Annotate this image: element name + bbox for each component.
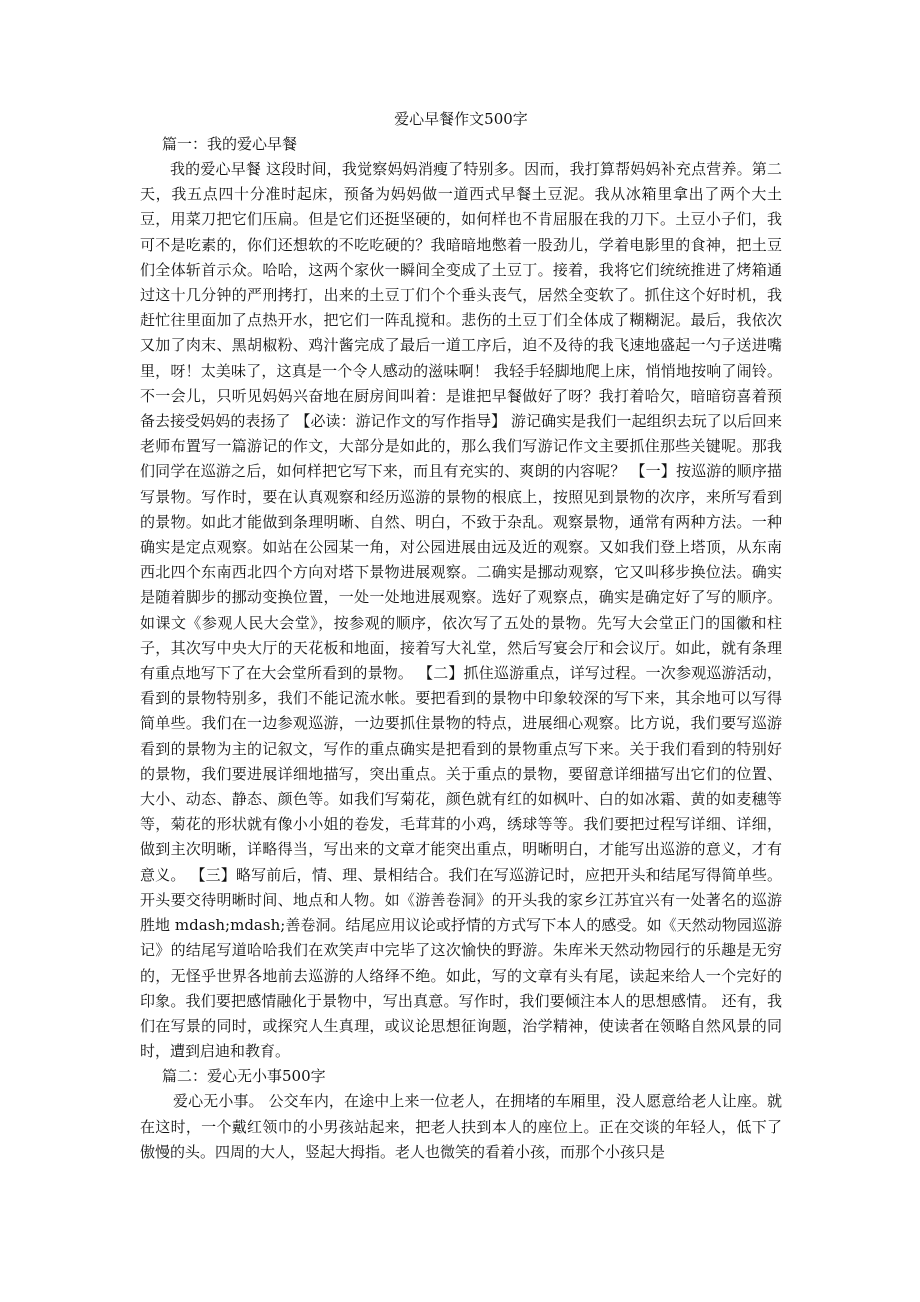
document-title: 爱心早餐作文500字 xyxy=(394,110,528,128)
section-one-heading: 篇一：我的爱心早餐 xyxy=(162,135,298,153)
section-one xyxy=(140,132,782,1064)
document-page xyxy=(140,109,782,1165)
section-one-paragraph: 我的爱心早餐 这段时间，我觉察妈妈消瘦了特别多。因而，我打算帮妈妈补充点营养。第二天，我五点四十分准时起床，预备为妈妈做一道西式早餐土豆泥。我从冰箱里拿出了两个大土豆，用菜刀把它们压扁。但是它们还挺坚硬的，如何样也不肯屈服在我的刀下。土豆小子们，我可不是吃素的，你们还想软的不吃吃硬的？我暗暗地憋着一股劲儿，学着电影里的食神，把土豆们全体斩首示众。哈哈，这两个家伙一瞬间全变成了土豆丁。接着，我将它们统统推进了烤箱通过这十几分钟的严刑拷打，出来的土豆丁们个个垂头丧气，居然全变软了。抓住这个好时机，我赶忙往里面加了点热开水，把它们一阵乱搅和。悲伤的土豆丁们全体成了糊糊泥。最后，我依次又加了肉末、黑胡椒粉、鸡汁酱完成了最后一道工序后，迫不及待的我飞速地盛起一勺子送进嘴里，呀！太美味了，这真是一个令人感动的滋味啊！ 我轻手轻脚地爬上床，悄悄地按响了闹铃。不一会儿，只听见妈妈兴奋地在厨房间叫着：是谁把早餐做好了呀？我打着哈欠，暗暗窃喜着预备去接受妈妈的表扬了 【必读：游记作文的写作指导】 游记确实是我们一起组织去玩了以后回来老师布置写一篇游记的作文，大部分是如此的，那么我们写游记作文主要抓住那些关键呢。那我们同学在巡游之后，如何样把它写下来，而且有充实的、爽朗的内容呢？ 【一】按巡游的顺序描写景物。写作时，要在认真观察和经历巡游的景物的根底上，按照见到景物的次序，来所写看到的景物。如此才能做到条理明晰、自然、明白，不致于杂乱。观察景物，通常有两种方法。一种确实是定点观察。如站在公园某一角，对公园进展由远及近的观察。又如我们登上塔顶，从东南西北四个东南西北四个方向对塔下景物进展观察。二确实是挪动观察，它又叫移步换位法。确实是随着脚步的挪动变换位置，一处一处地进展观察。选好了观察点，确实是确定好了写的顺序。如课文《参观人民大会堂》，按参观的顺序，依次写了五处的景物。先写大会堂正门的国徽和柱子，其次写中央大厅的天花板和地面，接着写大礼堂，然后写宴会厅和会议厅。如此，就有条理有重点地写下了在大会堂所看到的景物。 【二】抓住巡游重点，详写过程。一次参观巡游活动，看到的景物特别多，我们不能记流水帐。要把看到的景物中印象较深的写下来，其余地可以写得简单些。我们在一边参观巡游，一边要抓住景物的特点，进展细心观察。比方说，我们要写巡游看到的景物为主的记叙文，写作的重点确实是把看到的景物重点写下来。关于我们看到的特别好的景物，我们要进展详细地描写，突出重点。关于重点的景物，要留意详细描写出它们的位置、大小、动态、静态、颜色等。如我们写菊花，颜色就有红的如枫叶、白的如冰霜、黄的如麦穗等等，菊花的形状就有像小小姐的卷发，毛茸茸的小鸡，绣球等等。我们要把过程写详细、详细，做到主次明晰，详略得当，写出来的文章才能突出重点，明晰明白，才能写出巡游的意义，才有意义。 【三】略写前后，情、理、景相结合。我们在写巡游记时，应把开头和结尾写得简单些。开头要交待明晰时间、地点和人物。如《游善卷洞》的开头我的家乡江苏宜兴有一处著名的巡游胜地 mdash;mdash;善卷洞。结尾应用议论或抒情的方式写下本人的感受。如《天然动物园巡游记》的结尾写道哈哈我们在欢笑声中完毕了这次愉快的野游。朱库米天然动物园行的乐趣是无穷的，无怪乎世界各地前去巡游的人络绎不绝。如此，写的文章有头有尾，读起来给人一个完好的印象。我们要把感情融化于景物中，写出真意。写作时，我们要倾注本人的思想感情。 还有，我们在写景的同时，或探究人生真理，或议论思想征询题，治学精神，使读者在领略自然风景的同时，遭到启迪和教育。 xyxy=(140,160,782,1061)
section-two-heading: 篇二：爱心无小事500字 xyxy=(162,1067,326,1086)
section-two xyxy=(140,1064,782,1165)
section-two-paragraph: 爱心无小事。 公交车内，在途中上来一位老人，在拥堵的车厢里，没人愿意给老人让座。就在这时，一个戴红领巾的小男孩站起来，把老人扶到本人的座位上。正在交谈的年轻人，低下了傲慢的头。四周的大人，竖起大拇指。老人也微笑的看着小孩，而那个小孩只是 xyxy=(140,1092,782,1161)
